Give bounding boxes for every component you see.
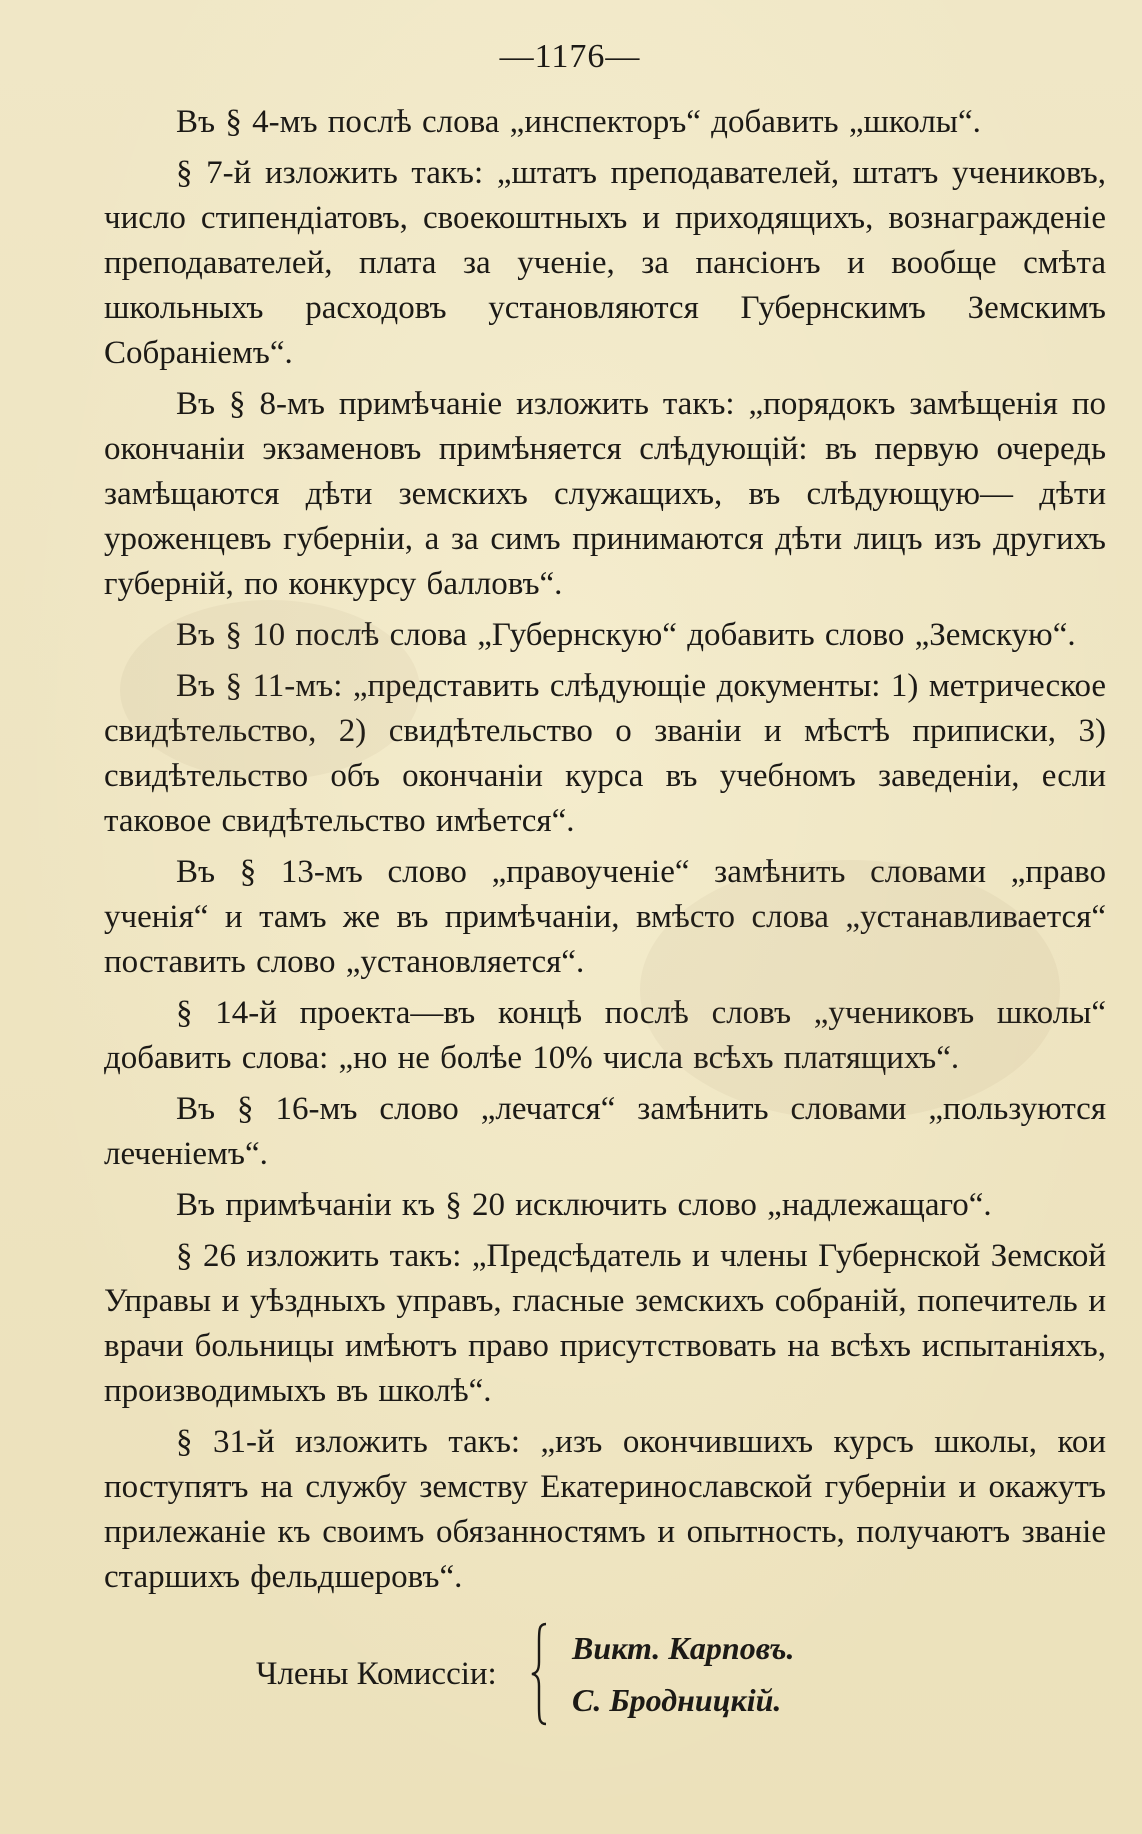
paragraph-7: § 14-й проекта—въ концѣ послѣ словъ „учениковъ школы“ добавить слова: „но не болѣе 10% числа всѣхъ платящихъ“.: [104, 995, 1106, 1076]
paragraph-9: Въ примѣчаніи къ § 20 исключить слово „надлежащаго“.: [176, 1187, 992, 1223]
signature-label: Члены Комиссіи:: [256, 1656, 497, 1692]
paragraph-10: § 26 изложить такъ: „Предсѣдатель и члены Губернской Земской Управы и уѣздныхъ управъ, гласные земскихъ собраній, попечитель и врачи больницы имѣютъ право присутствовать на всѣхъ испытаніяхъ, производимыхъ въ школѣ“.: [104, 1238, 1106, 1409]
page-number: —1176—: [499, 38, 641, 75]
paragraph-3: Въ § 8-мъ примѣчаніе изложить такъ: „порядокъ замѣщенія по окончаніи экзаменовъ примѣняется слѣдующій: въ первую очередь замѣщаются дѣти земскихъ служащихъ, въ слѣдующую— дѣти уроженцевъ губерніи, а за симъ принимаются дѣти лицъ изъ другихъ губерній, по конкурсу балловъ“.: [104, 386, 1106, 602]
paragraph-8: Въ § 16-мъ слово „лечатся“ замѣнить словами „пользуются леченіемъ“.: [104, 1091, 1106, 1172]
paragraph-5: Въ § 11-мъ: „представить слѣдующіе документы: 1) метрическое свидѣтельство, 2) свидѣтельство о званіи и мѣстѣ приписки, 3) свидѣтельство объ окончаніи курса въ учебномъ заведеніи, если таковое свидѣтельство имѣется“.: [104, 668, 1106, 839]
paragraph-11: § 31-й изложить такъ: „изъ окончившихъ курсъ школы, кои поступятъ на службу земству Екатеринославской губерніи и окажутъ прилежаніе къ своимъ обязанностямъ и опытность, получаютъ званіе старшихъ фельдшеровъ“.: [104, 1424, 1106, 1595]
paragraph-6: Въ § 13-мъ слово „правоученіе“ замѣнить словами „право ученія“ и тамъ же въ примѣчаніи, вмѣсто слова „устанавливается“ поставить слово „установляется“.: [104, 854, 1106, 980]
paragraph-1: Въ § 4-мъ послѣ слова „инспекторъ“ добавить „школы“.: [176, 104, 981, 140]
paragraph-2: § 7-й изложить такъ: „штатъ преподавателей, штатъ учениковъ, число стипендіатовъ, своекоштныхъ и приходящихъ, вознагражденіе преподавателей, плата за ученіе, за пансіонъ и вообще смѣта школьныхъ расходовъ установляются Губернскимъ Земскимъ Собраніемъ“.: [104, 155, 1106, 371]
curly-brace-icon: [530, 1622, 550, 1726]
signature-name-1: Викт. Карповъ.: [572, 1630, 795, 1666]
paragraph-4: Въ § 10 послѣ слова „Губернскую“ добавить слово „Земскую“.: [176, 617, 1076, 653]
signature-name-2: С. Бродницкій.: [572, 1682, 782, 1718]
signature-names: [572, 1622, 794, 1726]
signature-block: [104, 1622, 1106, 1732]
